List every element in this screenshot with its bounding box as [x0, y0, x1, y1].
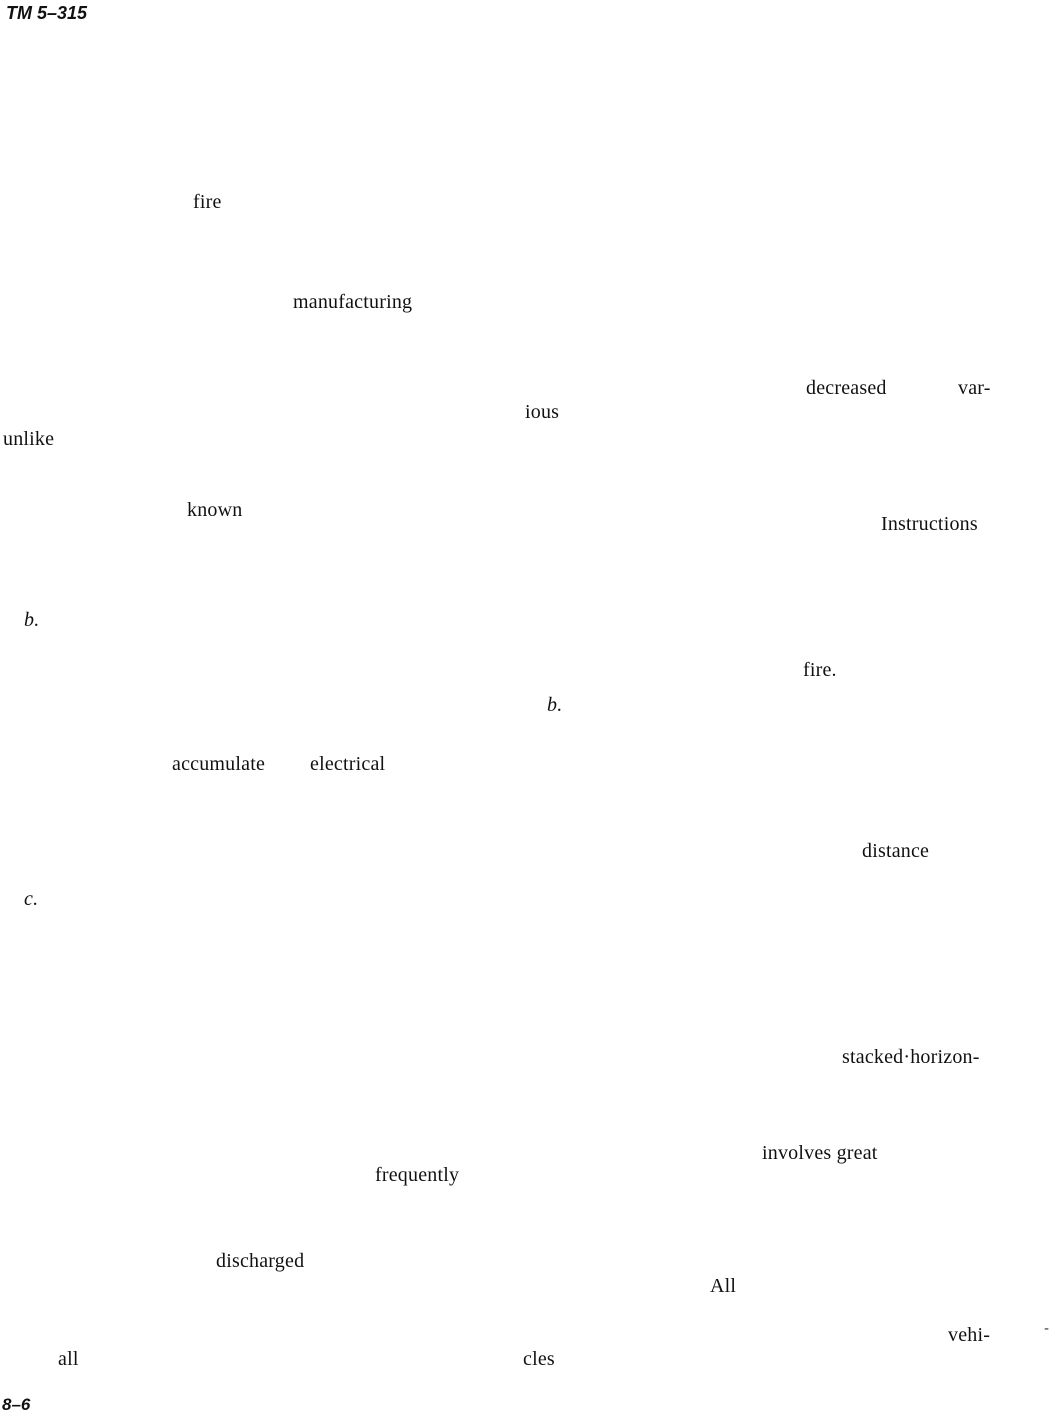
word-distance: distance [862, 840, 930, 862]
page-number: 8–6 [2, 1395, 31, 1414]
word-all: all [58, 1348, 79, 1370]
word-involves-great: involves great [762, 1142, 878, 1164]
word-frequently: frequently [375, 1164, 460, 1186]
doc-id-header: TM 5–315 [6, 3, 88, 23]
word-instructions: Instructions [881, 513, 978, 535]
word-fire: fire [193, 191, 222, 213]
paragraph-marker-c: c. [24, 888, 39, 910]
word-decreased: decreased [806, 377, 887, 399]
word-stacked-horizon: stacked·horizon- [842, 1046, 980, 1068]
word-discharged: discharged [216, 1250, 305, 1272]
word-ious: ious [525, 401, 560, 423]
word-accumulate: accumulate [172, 753, 266, 775]
word-cles: cles [523, 1348, 555, 1370]
word-known: known [187, 499, 243, 521]
paragraph-marker-b: b. [24, 609, 40, 631]
margin-scan-mark: - [1044, 1321, 1050, 1337]
word-manufacturing: manufacturing [293, 291, 413, 313]
word-electrical: electrical [310, 753, 386, 775]
paragraph-marker-b-right: b. [547, 694, 563, 716]
word-unlike: unlike [3, 428, 55, 450]
word-vehi: vehi- [948, 1324, 991, 1346]
word-all-capital: All [710, 1275, 737, 1297]
word-var: var- [958, 377, 991, 399]
word-fire-period: fire. [803, 659, 837, 681]
